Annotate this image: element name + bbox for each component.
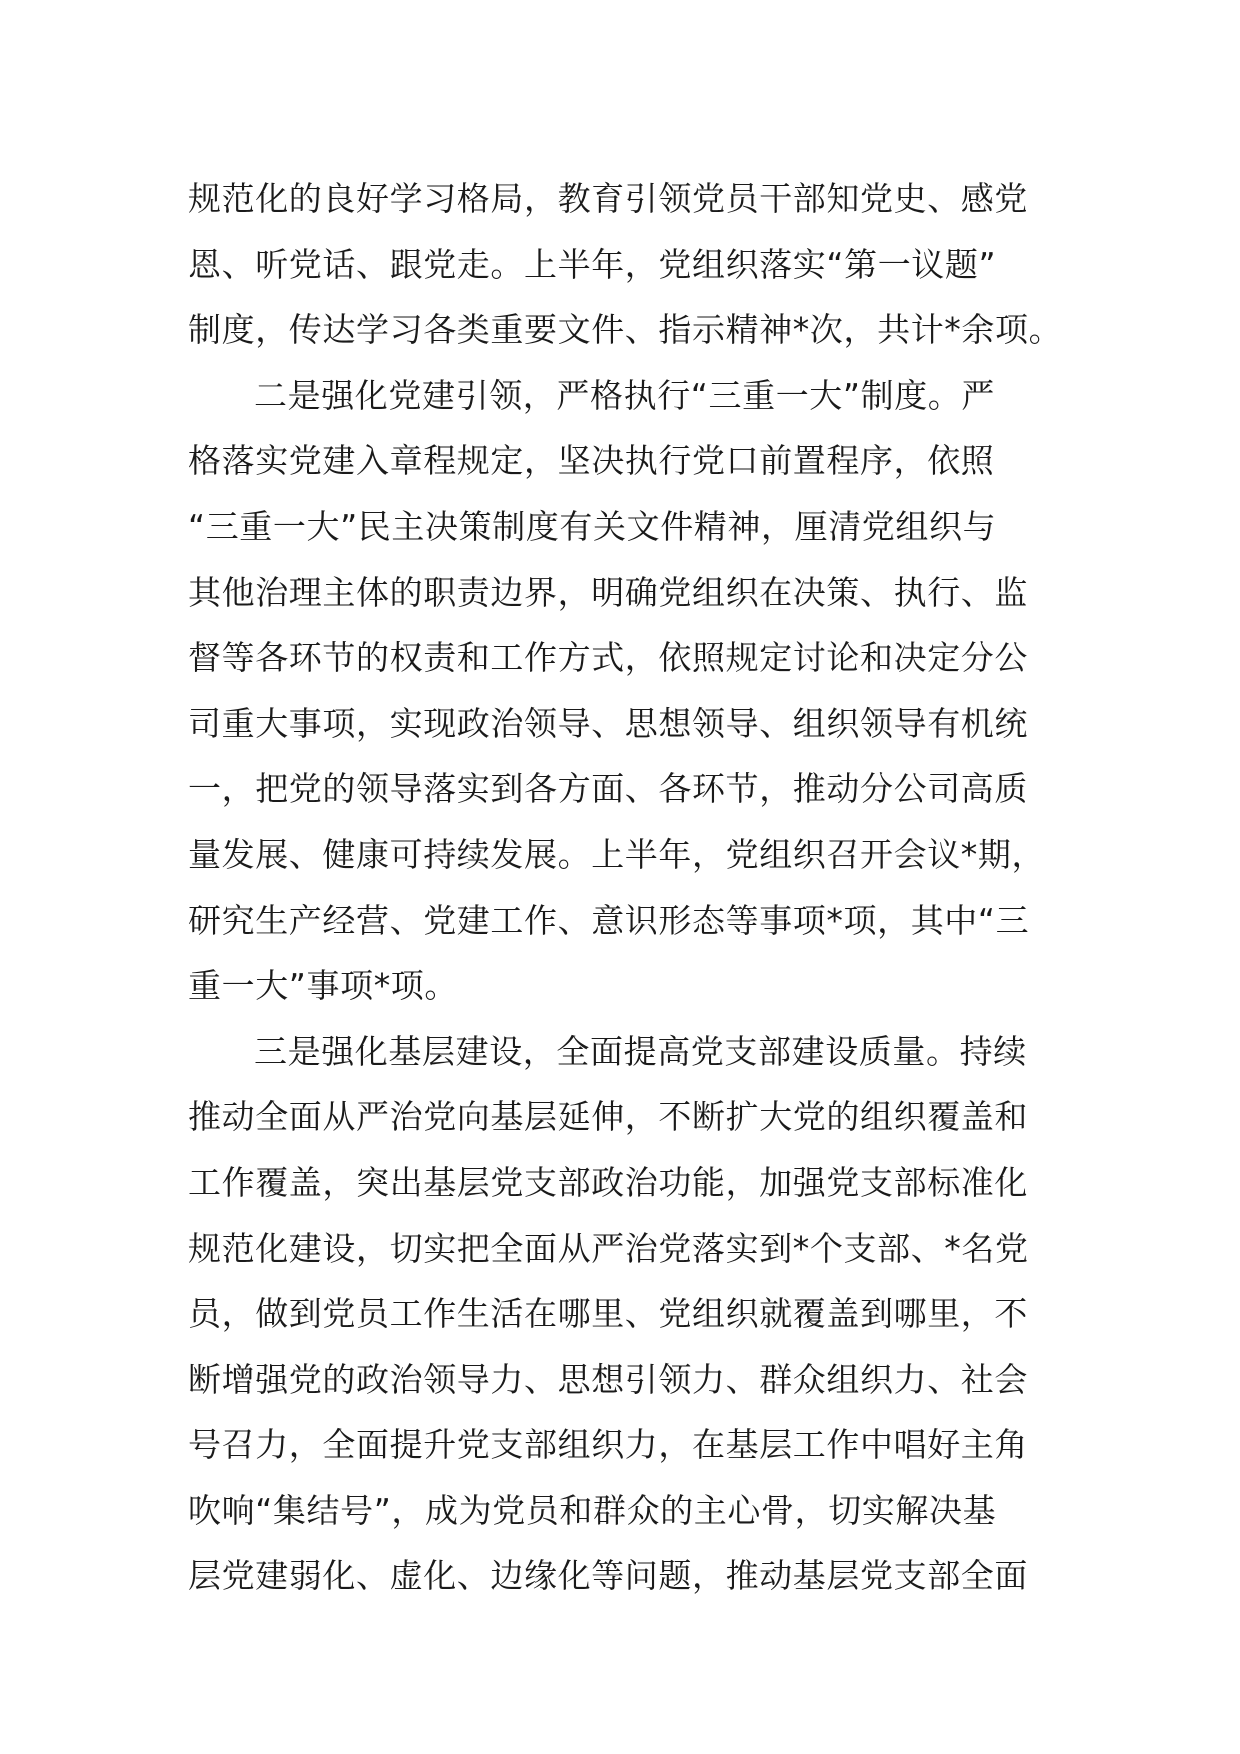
text-line: 推动全面从严治党向基层延伸，不断扩大党的组织覆盖和 [188,1097,1028,1137]
text-line: 号召力，全面提升党支部组织力，在基层工作中唱好主角 [188,1425,1028,1465]
text-line: 量发展、健康可持续发展。上半年，党组织召开会议*期， [188,834,1046,874]
text-line: 恩、听党话、跟党走。上半年，党组织落实“第一议题” [188,244,997,284]
text-line: 一，把党的领导落实到各方面、各环节，推动分公司高质 [188,769,1028,809]
text-line: 督等各环节的权责和工作方式，依照规定讨论和决定分公 [188,638,1028,678]
text-line: 层党建弱化、虚化、边缘化等问题，推动基层党支部全面 [188,1556,1028,1596]
paragraph-start-line: 三是强化基层建设，全面提高党支部建设质量。持续 [254,1031,1027,1071]
text-line: 工作覆盖，突出基层党支部政治功能，加强党支部标准化 [188,1162,1028,1202]
paragraph-start-line: 二是强化党建引领，严格执行“三重一大”制度。严 [254,375,995,415]
text-line: 规范化的良好学习格局，教育引领党员干部知党史、感党 [188,179,1028,218]
text-line: 员，做到党员工作生活在哪里、党组织就覆盖到哪里，不 [188,1294,1028,1334]
text-line: “三重一大”民主决策制度有关文件精神，厘清党组织与 [188,506,997,546]
text-line: 规范化建设，切实把全面从严治党落实到*个支部、*名党 [188,1228,1029,1268]
text-line: 制度，传达学习各类重要文件、指示精神*次，共计*余项。 [188,310,1063,350]
text-line: 重一大”事项*项。 [188,966,458,1006]
text-line: 断增强党的政治领导力、思想引领力、群众组织力、社会 [188,1359,1028,1399]
text-line: 其他治理主体的职责边界，明确党组织在决策、执行、监 [188,572,1028,612]
text-line: 吹响“集结号”，成为党员和群众的主心骨，切实解决基 [188,1490,997,1530]
text-line: 研究生产经营、党建工作、意识形态等事项*项，其中“三 [188,900,1030,940]
text-line: 格落实党建入章程规定，坚决执行党口前置程序，依照 [188,441,995,481]
body-text [188,166,1063,1609]
text-line: 司重大事项，实现政治领导、思想领导、组织领导有机统 [188,703,1028,743]
